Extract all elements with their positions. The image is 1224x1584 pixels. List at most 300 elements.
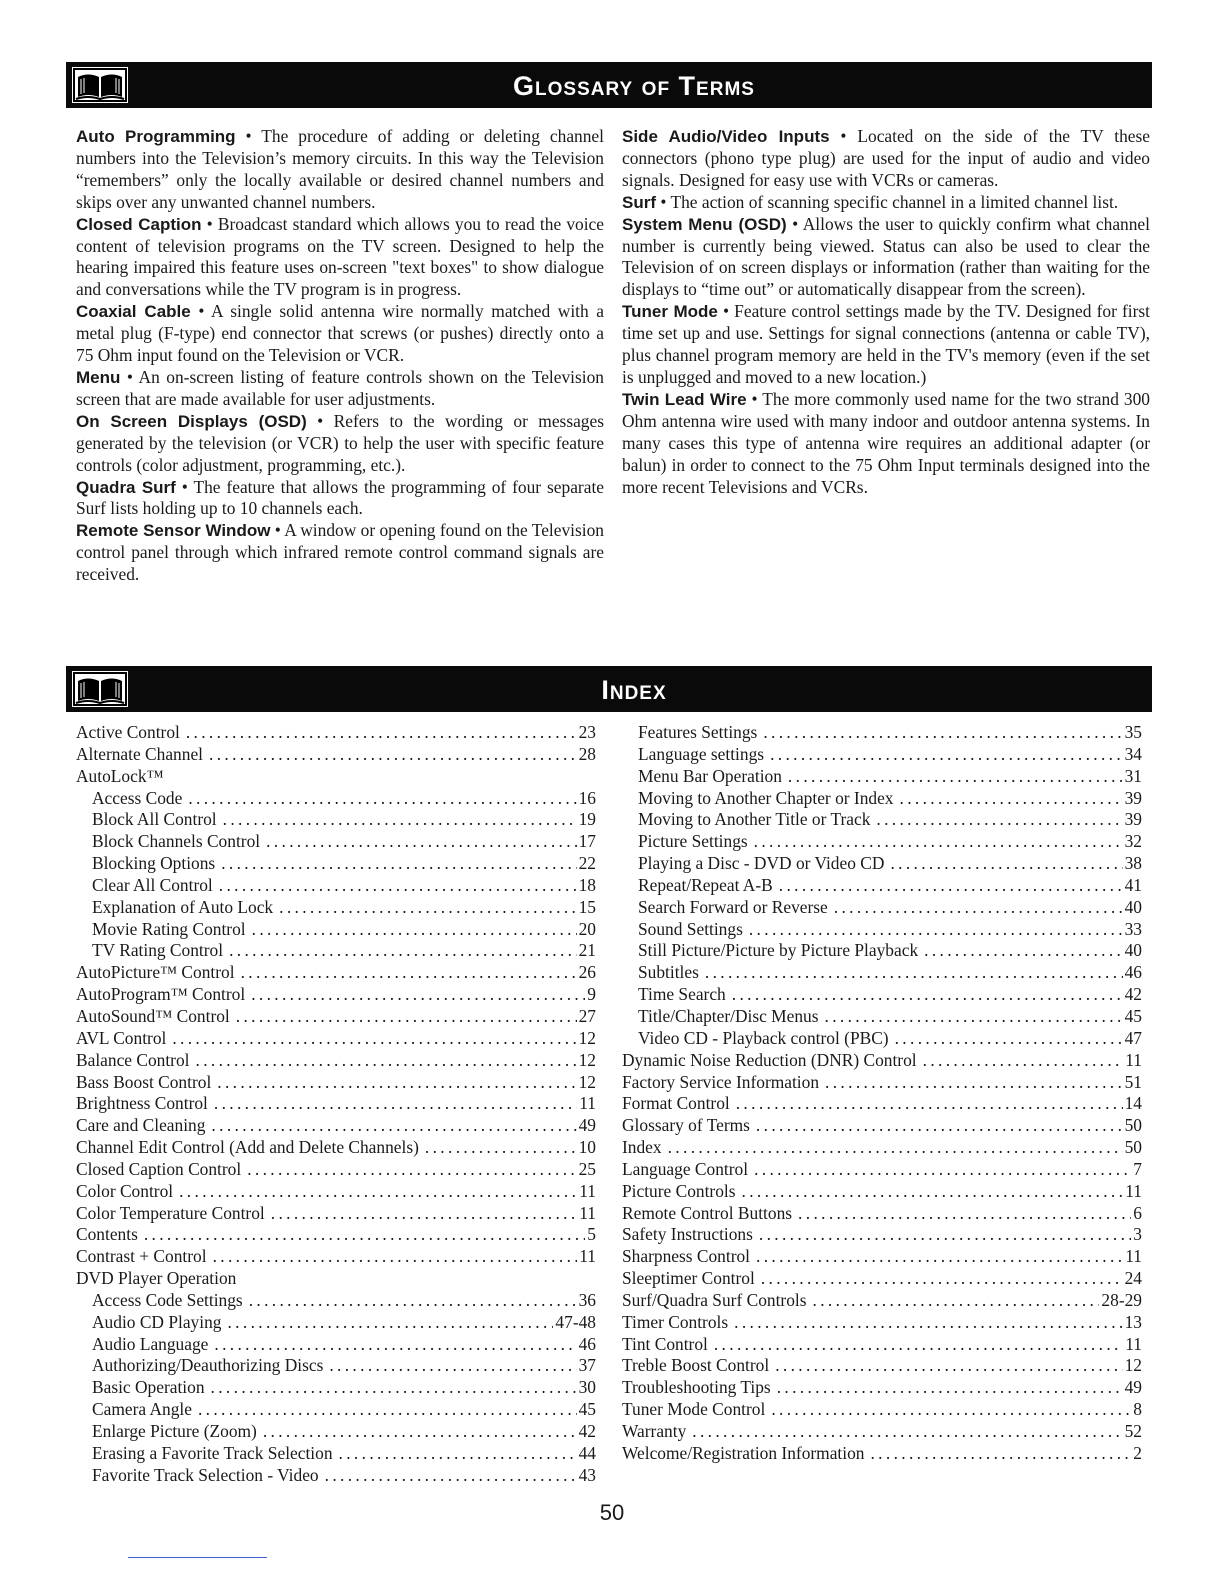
index-label: DVD Player Operation [76, 1268, 237, 1289]
index-page-number: 42 [578, 1421, 596, 1441]
index-entry [76, 1246, 596, 1268]
dot-leader [229, 940, 577, 962]
index-entry [76, 1443, 596, 1465]
index-page-number: 39 [1124, 809, 1142, 830]
dot-leader [213, 1246, 578, 1268]
index-entry [622, 1268, 1142, 1290]
bullet-separator: • [175, 476, 194, 497]
dot-leader [754, 831, 1123, 853]
index-page-number: 45 [578, 1399, 596, 1420]
bullet-separator: • [656, 191, 671, 212]
dot-leader [196, 1050, 577, 1072]
index-label: Sound Settings [638, 918, 743, 939]
index-label: Playing a Disc - DVD or Video CD [638, 853, 885, 874]
glossary-title: Glossary of Terms [513, 71, 755, 101]
dot-leader [825, 1072, 1123, 1094]
index-label: Color Control [76, 1180, 174, 1201]
index-label: Troubleshooting Tips [622, 1377, 771, 1398]
index-label: Moving to Another Title or Track [638, 809, 871, 830]
glossary-entry [622, 301, 1150, 389]
index-label: Access Code [92, 787, 183, 808]
index-page-number: 14 [1124, 1093, 1142, 1114]
glossary-entry [622, 192, 1150, 214]
index-label: Favorite Track Selection - Video [92, 1464, 319, 1485]
dot-leader [179, 1181, 577, 1203]
index-entry [622, 1159, 1142, 1181]
index-page-number: 41 [1124, 874, 1142, 895]
index-entry [76, 1399, 596, 1421]
glossary-definition: The feature that allows the programming of four separate Surf lists holding up to 10 channels each. [76, 476, 604, 519]
index-label: Language settings [638, 743, 765, 764]
index-label: Care and Cleaning [76, 1115, 206, 1136]
index-label: Video CD - Playback control (PBC) [638, 1027, 889, 1048]
index-page-number: 22 [578, 853, 596, 874]
index-heading [76, 766, 596, 788]
glossary-term: Auto Programming [76, 127, 236, 146]
index-page-number: 12 [578, 1027, 596, 1048]
index-label: Camera Angle [92, 1399, 192, 1420]
index-entry [76, 1377, 596, 1399]
index-entry [76, 1465, 596, 1487]
index-page-number: 21 [578, 940, 596, 961]
dot-leader [890, 853, 1122, 875]
index-entry [622, 984, 1142, 1006]
index-left-column [76, 722, 596, 1487]
glossary-term: Closed Caption [76, 214, 202, 234]
index-entry [76, 1290, 596, 1312]
glossary-definition: Allows the user to quickly confirm what channel number is currently being viewed. Status can also be used to clear the Television of on screen displays or information (rather than waiting for the displays to “time out” or automatically disappear from the screen). [622, 213, 1150, 300]
index-page-number: 10 [578, 1137, 596, 1158]
index-label: Warranty [622, 1421, 687, 1441]
dot-leader [263, 1421, 577, 1443]
dot-leader [770, 744, 1123, 766]
dot-leader [736, 1093, 1123, 1115]
dot-leader [198, 1399, 577, 1421]
index-entry [76, 788, 596, 810]
index-entry [622, 1246, 1142, 1268]
dot-leader [217, 1072, 576, 1094]
index-page-number: 11 [579, 1246, 596, 1267]
index-page-number: 18 [578, 874, 596, 895]
index-page-number: 32 [1124, 831, 1142, 852]
index-label: Timer Controls [622, 1311, 729, 1332]
index-label: AutoPicture™ Control [76, 962, 235, 983]
index-entry [76, 1421, 596, 1443]
glossary-definition: A window or opening found on the Television control panel through which infrared remote control command signals are received. [76, 520, 605, 585]
index-entry [622, 1377, 1142, 1399]
index-page-number: 11 [579, 1093, 596, 1114]
glossary-definition: An on-screen listing of feature controls shown on the Television screen that are made available for user adjustments. [76, 366, 605, 409]
index-page-number: 51 [1124, 1071, 1142, 1092]
dot-leader [209, 744, 577, 766]
index-entry [76, 744, 596, 766]
index-entry [76, 1137, 596, 1159]
dot-leader [221, 853, 576, 875]
index-page-number: 11 [1125, 1333, 1142, 1354]
index-label: Clear All Control [92, 874, 213, 895]
index-label: Picture Settings [638, 831, 748, 852]
index-label: Authorizing/Deauthorizing Discs [92, 1355, 324, 1376]
index-page-number: 47-48 [555, 1311, 596, 1332]
index-label: Tuner Mode Control [622, 1399, 766, 1420]
glossary-term: Twin Lead Wire [622, 389, 747, 409]
index-banner [66, 666, 1152, 712]
dot-leader [325, 1465, 577, 1487]
index-label: Time Search [638, 984, 726, 1005]
index-entry [622, 1399, 1142, 1421]
dot-leader [705, 962, 1123, 984]
index-page-number: 28-29 [1101, 1289, 1142, 1310]
glossary-term: Side Audio/Video Inputs [622, 127, 830, 146]
index-entry [622, 1290, 1142, 1312]
dot-leader [425, 1137, 577, 1159]
index-page-number: 8 [1133, 1399, 1142, 1420]
index-label: Explanation of Auto Lock [92, 896, 274, 917]
index-page-number: 20 [578, 918, 596, 939]
index-page-number: 37 [578, 1355, 596, 1376]
glossary-definition: Located on the side of the TV these connectors (phono type plug) are used for the input of audio and video signals. Designed for easy use with VCRs or cameras. [622, 126, 1150, 190]
index-label: Brightness Control [76, 1093, 208, 1114]
index-entry [622, 788, 1142, 810]
index-entry [622, 1115, 1142, 1137]
dot-leader [249, 1290, 577, 1312]
bullet-separator: • [201, 213, 218, 234]
dot-leader [756, 1115, 1123, 1137]
dot-leader [895, 1028, 1123, 1050]
index-page-number: 19 [578, 809, 596, 830]
glossary-definition: Feature control settings made by the TV. Designed for first time set up and use. Settings for signal connections (antenna or cable TV), plus channel program memory are held in the TV's memory (even if the set is unplugged and moved to a new location.) [622, 301, 1150, 387]
index-entry [622, 1203, 1142, 1225]
index-entry [622, 919, 1142, 941]
index-page-number: 27 [578, 1005, 596, 1026]
index-label: Title/Chapter/Disc Menus [638, 1005, 819, 1026]
dot-leader [692, 1421, 1122, 1443]
index-entry [622, 766, 1142, 788]
index-page-number: 13 [1124, 1311, 1142, 1332]
index-entry [622, 1224, 1142, 1246]
index-page-number: 34 [1124, 743, 1142, 764]
dot-leader [211, 1377, 577, 1399]
index-entry [622, 1050, 1142, 1072]
index-label: Dynamic Noise Reduction (DNR) Control [622, 1049, 917, 1070]
index-entry [76, 984, 596, 1006]
bullet-separator: • [270, 520, 285, 541]
dot-leader [252, 919, 577, 941]
index-label: Blocking Options [92, 853, 216, 874]
dot-leader [144, 1224, 585, 1246]
index-entry [76, 1028, 596, 1050]
dot-leader [749, 919, 1123, 941]
glossary-definition: The procedure of adding or deleting channel numbers into the Television’s memory circuits. In this way the Television “remembers” only the locally available or desired channel numbers and skips over any unwanted channel numbers. [76, 126, 604, 212]
index-label: Basic Operation [92, 1377, 205, 1398]
index-entry [622, 875, 1142, 897]
dot-leader [339, 1443, 577, 1465]
index-entry [622, 1006, 1142, 1028]
index-label: Moving to Another Chapter or Index [638, 787, 894, 808]
index-page-number: 50 [1124, 1115, 1142, 1136]
index-label: AutoLock™ [76, 765, 164, 786]
dot-leader [188, 788, 576, 810]
index-page-number: 11 [579, 1180, 596, 1201]
index-label: Block Channels Control [92, 831, 261, 852]
dot-leader [756, 1246, 1123, 1268]
footer-rule [128, 1557, 267, 1558]
bullet-separator: • [306, 410, 334, 431]
index-page-number: 2 [1133, 1442, 1142, 1463]
index-entry [76, 1093, 596, 1115]
glossary-term: Menu [76, 367, 121, 387]
dot-leader [813, 1290, 1100, 1312]
index-page-number: 39 [1124, 787, 1142, 808]
index-page-number: 38 [1124, 853, 1142, 874]
index-page-number: 30 [578, 1377, 596, 1398]
index-page-number: 33 [1124, 918, 1142, 939]
bullet-separator: • [786, 213, 803, 234]
index-label: AutoSound™ Control [76, 1005, 230, 1026]
index-label: Glossary of Terms [622, 1115, 750, 1136]
dot-leader [214, 1334, 576, 1356]
index-label: Still Picture/Picture by Picture Playback [638, 940, 919, 961]
glossary-term: Quadra Surf [76, 477, 176, 497]
index-entry [622, 962, 1142, 984]
glossary-definition: Refers to the wording or messages generated by the television (or VCR) to help the user with specific feature controls (color adjustment, programming, etc.). [76, 410, 604, 475]
glossary-term: System Menu (OSD) [622, 214, 787, 234]
index-label: Treble Boost Control [622, 1355, 770, 1376]
index-entry [76, 1203, 596, 1225]
dot-leader [900, 788, 1123, 810]
glossary-entry [622, 389, 1150, 499]
index-entry [76, 853, 596, 875]
glossary-term: On Screen Displays (OSD) [76, 411, 307, 431]
index-entry [76, 1006, 596, 1028]
dot-leader [876, 809, 1122, 831]
index-entry [76, 1181, 596, 1203]
glossary-entry [76, 520, 604, 586]
index-entry [76, 940, 596, 962]
index-entry [622, 722, 1142, 744]
index-page-number: 52 [1124, 1421, 1142, 1441]
index-entry [76, 1115, 596, 1137]
dot-leader [870, 1443, 1131, 1465]
index-heading [76, 1268, 596, 1290]
index-page-number: 12 [578, 1071, 596, 1092]
page-number: 50 [599, 1500, 625, 1525]
index-entry [76, 1159, 596, 1181]
index-page-number: 44 [578, 1442, 596, 1463]
dot-leader [788, 766, 1123, 788]
dot-leader [219, 875, 577, 897]
glossary-term: Remote Sensor Window [76, 521, 271, 541]
dot-leader [186, 722, 577, 744]
dot-leader [924, 940, 1122, 962]
index-label: Erasing a Favorite Track Selection [92, 1442, 333, 1463]
glossary-entry [76, 214, 604, 302]
index-title: Index [601, 675, 667, 705]
index-label: Safety Instructions [622, 1224, 753, 1245]
index-label: Audio Language [92, 1333, 209, 1354]
index-entry [76, 809, 596, 831]
index-page-number: 50 [1124, 1137, 1142, 1158]
index-label: Channel Edit Control (Add and Delete Channels) [76, 1137, 419, 1158]
index-entry [76, 1312, 596, 1334]
glossary-entry [622, 126, 1150, 192]
index-label: Closed Caption Control [76, 1158, 242, 1179]
index-label: Features Settings [638, 722, 758, 742]
index-label: AVL Control [76, 1027, 167, 1048]
index-label: Welcome/Registration Information [622, 1442, 865, 1463]
bullet-separator: • [829, 126, 858, 146]
dot-leader [211, 1115, 576, 1137]
dot-leader [732, 984, 1123, 1006]
index-entry [622, 897, 1142, 919]
index-page-number: 28 [578, 743, 596, 764]
index-entry [622, 1421, 1142, 1443]
index-entry [622, 1312, 1142, 1334]
index-label: Index [622, 1137, 662, 1158]
index-label: Audio CD Playing [92, 1311, 222, 1332]
dot-leader [759, 1224, 1131, 1246]
index-page-number: 11 [579, 1202, 596, 1223]
index-entry [622, 1072, 1142, 1094]
dot-leader [763, 722, 1122, 744]
index-entry [622, 853, 1142, 875]
index-entry [622, 831, 1142, 853]
index-entry [622, 1137, 1142, 1159]
index-entry [622, 744, 1142, 766]
index-page-number: 40 [1124, 896, 1142, 917]
glossary-left-column [76, 126, 604, 586]
index-label: Sleeptimer Control [622, 1268, 755, 1289]
index-entry [76, 962, 596, 984]
index-entry [622, 1093, 1142, 1115]
index-page-number: 12 [578, 1049, 596, 1070]
index-page-number: 43 [578, 1464, 596, 1485]
dot-leader [271, 1203, 578, 1225]
index-page-number: 47 [1124, 1027, 1142, 1048]
index-entry [622, 1334, 1142, 1356]
dot-leader [825, 1006, 1123, 1028]
dot-leader [742, 1181, 1124, 1203]
dot-leader [247, 1159, 576, 1181]
index-label: Enlarge Picture (Zoom) [92, 1421, 257, 1441]
index-label: Language Control [622, 1158, 749, 1179]
index-entry [622, 940, 1142, 962]
index-page-number: 16 [578, 787, 596, 808]
index-label: Factory Service Information [622, 1071, 820, 1092]
dot-leader [251, 984, 585, 1006]
index-label: Alternate Channel [76, 743, 203, 764]
index-entry [76, 1072, 596, 1094]
index-label: Picture Controls [622, 1180, 736, 1201]
index-entry [622, 1028, 1142, 1050]
index-page-number: 24 [1124, 1268, 1142, 1289]
bullet-separator: • [190, 301, 212, 322]
glossary-term: Coaxial Cable [76, 302, 191, 322]
glossary-entry [76, 411, 604, 477]
dot-leader [923, 1050, 1124, 1072]
index-page-number: 45 [1124, 1005, 1142, 1026]
index-page-number: 23 [578, 722, 596, 742]
glossary-entry [76, 367, 604, 411]
dot-leader [734, 1312, 1122, 1334]
index-page-number: 36 [578, 1289, 596, 1310]
index-entry [622, 1181, 1142, 1203]
dot-leader [223, 809, 577, 831]
index-label: Subtitles [638, 962, 699, 983]
index-entry [622, 1443, 1142, 1465]
glossary-term: Tuner Mode [622, 302, 718, 322]
dot-leader [775, 1355, 1122, 1377]
dot-leader [761, 1268, 1123, 1290]
index-page-number: 42 [1124, 984, 1142, 1005]
dot-leader [279, 897, 576, 919]
index-label: Contrast + Control [76, 1246, 207, 1267]
index-page-number: 9 [587, 984, 596, 1005]
index-page-number: 3 [1133, 1224, 1142, 1245]
glossary-definition: A single solid antenna wire normally matched with a metal plug (F-type) end connector that screws (or pushes) directly onto a 75 Ohm input found on the Television or VCR. [76, 301, 605, 366]
index-page-number: 31 [1124, 765, 1142, 786]
glossary-definition: The action of scanning specific channel in a limited channel list. [670, 191, 1119, 212]
index-label: Tint Control [622, 1333, 708, 1354]
glossary-term: Surf [622, 192, 656, 212]
dot-leader [754, 1159, 1131, 1181]
index-label: Format Control [622, 1093, 730, 1114]
index-label: Active Control [76, 722, 180, 742]
dot-leader [779, 875, 1123, 897]
index-page-number: 11 [1125, 1180, 1142, 1201]
bullet-separator: • [717, 301, 735, 322]
dot-leader [798, 1203, 1131, 1225]
index-entry [76, 897, 596, 919]
glossary-banner [66, 62, 1152, 108]
index-entry [76, 919, 596, 941]
index-page-number: 15 [578, 896, 596, 917]
index-label: Surf/Quadra Surf Controls [622, 1289, 807, 1310]
dot-leader [834, 897, 1123, 919]
glossary-definition: Broadcast standard which allows you to read the voice content of television programs on the TV screen. Designed to help the hearing impaired this feature uses on-screen "text boxes" to show dialogue and conversations while the TV program is in progress. [76, 213, 604, 300]
bullet-separator: • [746, 388, 763, 409]
dot-leader [172, 1028, 576, 1050]
index-label: Color Temperature Control [76, 1202, 265, 1223]
index-entry [76, 831, 596, 853]
index-label: Repeat/Repeat A-B [638, 874, 773, 895]
dot-leader [241, 962, 577, 984]
index-entry [76, 1355, 596, 1377]
dot-leader [668, 1137, 1123, 1159]
index-page-number: 6 [1133, 1202, 1142, 1223]
index-page-number: 11 [1125, 1049, 1142, 1070]
dot-leader [777, 1377, 1123, 1399]
index-page-number: 46 [1124, 962, 1142, 983]
index-entry [76, 1224, 596, 1246]
index-entry [76, 1050, 596, 1072]
dot-leader [214, 1093, 577, 1115]
index-label: AutoProgram™ Control [76, 984, 246, 1005]
index-entry [622, 1355, 1142, 1377]
glossary-entry [76, 126, 604, 214]
index-label: Menu Bar Operation [638, 765, 782, 786]
index-label: Block All Control [92, 809, 217, 830]
glossary-entry [622, 214, 1150, 302]
dot-leader [236, 1006, 577, 1028]
index-entry [76, 1334, 596, 1356]
index-label: Bass Boost Control [76, 1071, 212, 1092]
index-label: Access Code Settings [92, 1289, 243, 1310]
bullet-separator: • [120, 366, 139, 387]
dot-leader [227, 1312, 553, 1334]
index-label: Balance Control [76, 1049, 190, 1070]
index-page-number: 7 [1133, 1158, 1142, 1179]
